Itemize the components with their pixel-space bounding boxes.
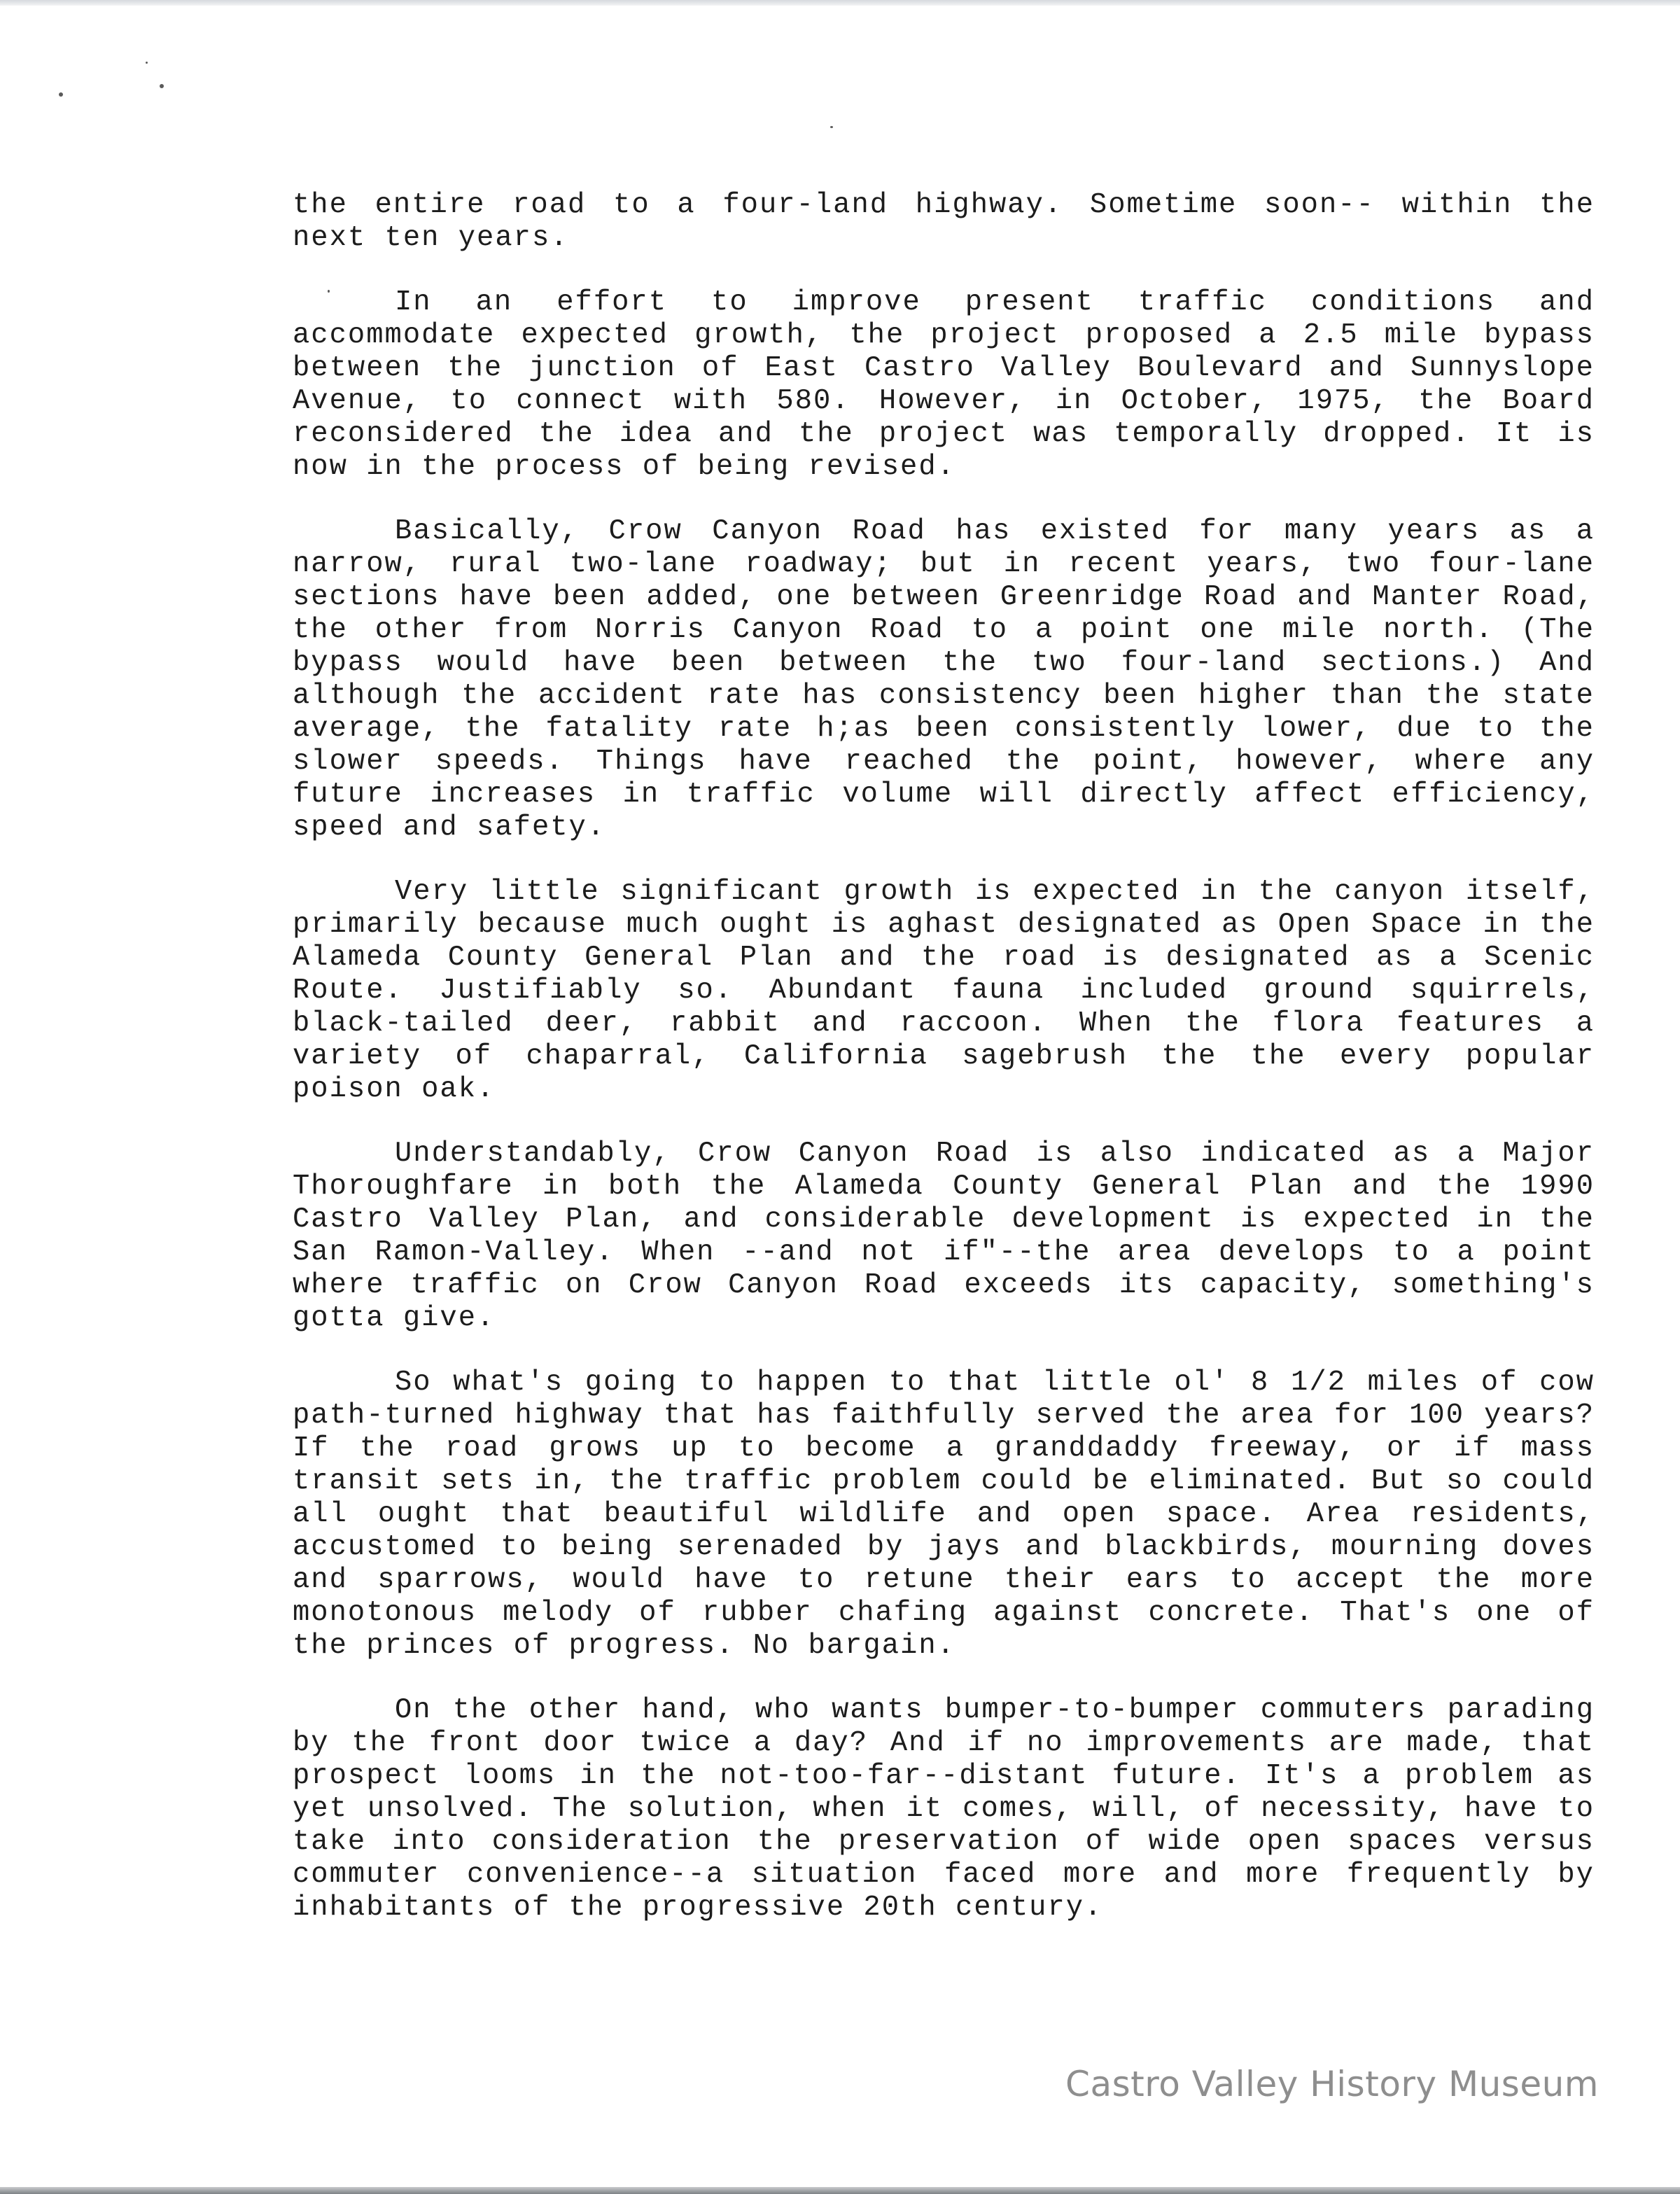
scan-top-edge — [0, 0, 1680, 6]
paragraph-major-thoroughfare: Understandably, Crow Canyon Road is also indicated as a Major Thoroughfare in both the Alameda County General Plan and the 1990 Castro Valley Plan, and considerable development is expected in the San Ramon-Valley. When --and not if"--the area develops to a point where traffic on Crow Canyon Road exceeds its capacity, something's gotta give. — [293, 1138, 1595, 1334]
scan-bottom-edge — [0, 2187, 1680, 2194]
paragraph-conclusion: On the other hand, who wants bumper-to-bumper commuters parading by the front door twice a day? And if no improvements are made, that prospect looms in the not-too-far--distant future. It's a problem as yet unsolved. The solution, when it comes, will, of necessity, have to take into consideration the preservation of wide open spaces versus commuter convenience--a situation faced more and more frequently by inhabitants of the progressive 20th century. — [293, 1694, 1595, 1924]
scan-speck — [830, 126, 833, 128]
scan-speck — [160, 84, 164, 88]
paragraph-bypass-proposal: In an effort to improve present traffic conditions and accommodate expected growth, the project proposed a 2.5 mile bypass between the junction of East Castro Valley Boulevard and Sunnyslope Avenue, to connect with 580. However, in October, 1975, the Board reconsidered the idea and the project was temporally dropped. It is now in the process of being revised. — [293, 286, 1595, 483]
paragraph-canyon-growth: Very little significant growth is expected in the canyon itself, primarily because much ought is aghast designated as Open Space in the Alameda County General Plan and the road is designated as a Scenic Route. Justifiably so. Abundant fauna included ground squirrels, black-tailed deer, rabbit and raccoon. When the flora features a variety of chaparral, California sagebrush the the every popular poison oak. — [293, 876, 1595, 1105]
document-body — [293, 189, 1595, 1956]
scan-speck — [146, 62, 148, 64]
museum-watermark: Castro Valley History Museum — [1065, 2064, 1599, 2104]
paragraph-future-of-road: So what's going to happen to that little ol' 8 1/2 miles of cow path-turned highway that has faithfully served the area for 100 years? If the road grows up to become a granddaddy freeway, or if mass transit sets in, the traffic problem could be eliminated. But so could all ought that beautiful wildlife and open space. Area residents, accustomed to being serenaded by jays and blackbirds, mourning doves and sparrows, would have to retune their ears to accept the more monotonous melody of rubber chafing against concrete. That's one of the princes of progress. No bargain. — [293, 1367, 1595, 1662]
scan-speck — [59, 92, 63, 97]
paragraph-road-history: Basically, Crow Canyon Road has existed for many years as a narrow, rural two-lane roadway; but in recent years, two four-lane sections have been added, one between Greenridge Road and Manter Road, the other from Norris Canyon Road to a point one mile north. (The bypass would have been between the two four-land sections.) And although the accident rate has consistency been higher than the state average, the fatality rate h;as been consistently lower, due to the slower speeds. Things have reached the point, however, where any future increases in traffic volume will directly affect efficiency, speed and safety. — [293, 515, 1595, 844]
paragraph-continuation: the entire road to a four-land highway. Sometime soon-- within the next ten years. — [293, 189, 1595, 254]
